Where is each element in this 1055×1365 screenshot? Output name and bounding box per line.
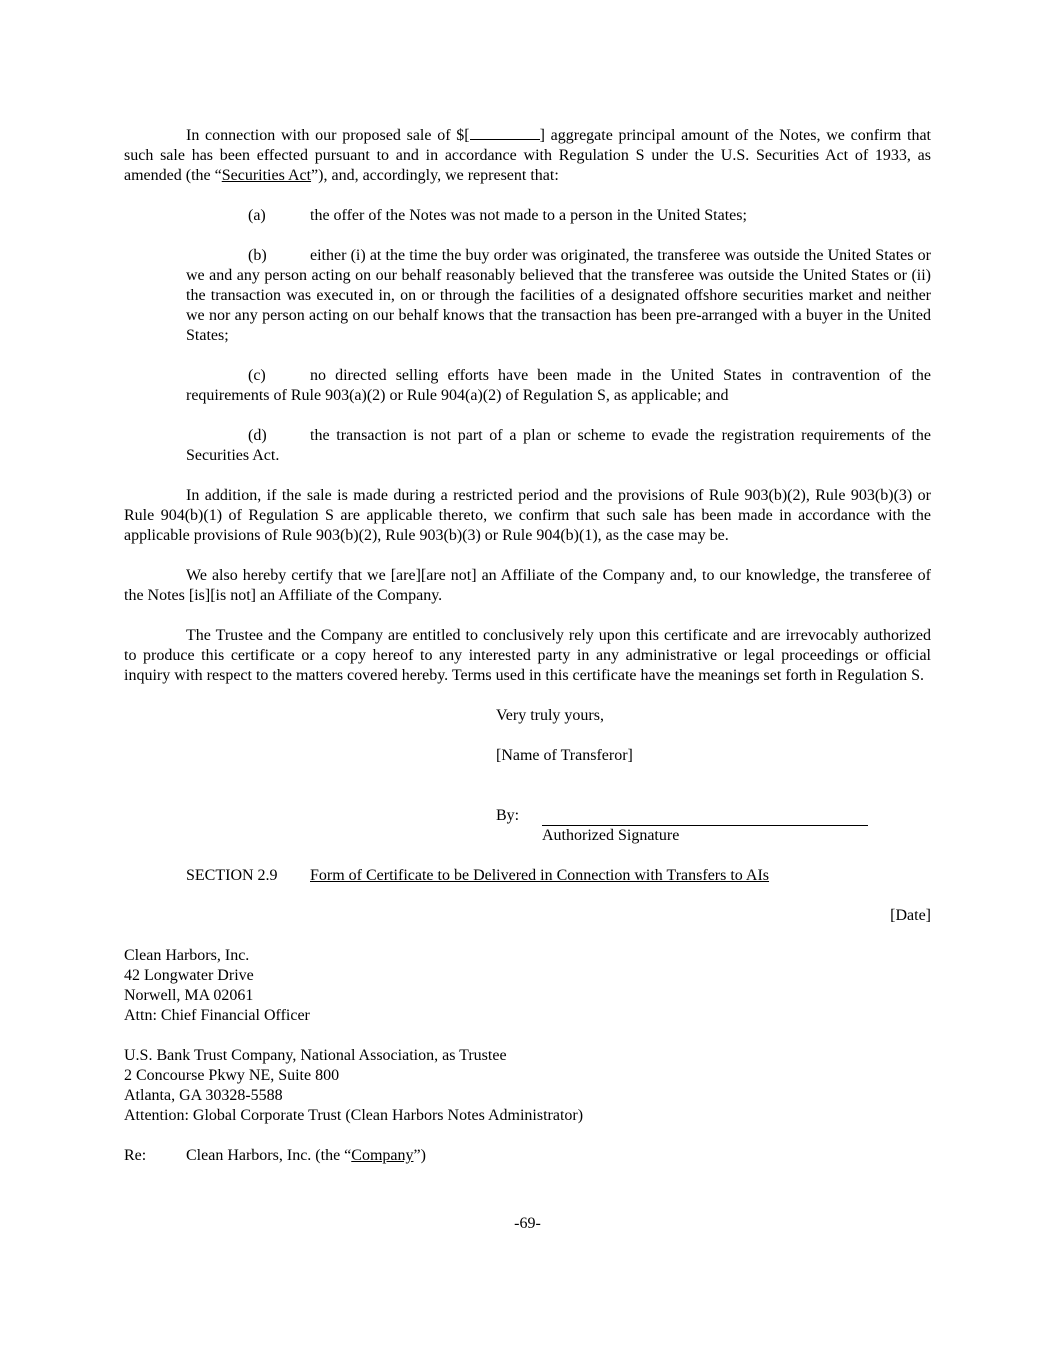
affiliate-certification-paragraph: We also hereby certify that we [are][are not] an Affiliate of the Company and, to our knowledge, the transferee of the Notes [is][is not] an Affiliate of the Company. xyxy=(124,567,931,604)
address-line: 2 Concourse Pkwy NE, Suite 800 xyxy=(124,1067,340,1084)
address-line: Attn: Chief Financial Officer xyxy=(124,1007,310,1024)
company-address-block xyxy=(124,946,931,1026)
trustee-address-block xyxy=(124,1046,931,1126)
re-text-after-term: ”) xyxy=(413,1147,426,1164)
signature-line-row xyxy=(496,806,931,846)
item-label: (c) xyxy=(248,367,266,384)
representation-item-a xyxy=(186,206,931,226)
representation-item-d xyxy=(186,426,931,466)
address-line: Attention: Global Corporate Trust (Clean Harbors Notes Administrator) xyxy=(124,1107,584,1124)
section-title: Form of Certificate to be Delivered in Connection with Transfers to AIs xyxy=(310,867,770,884)
defined-term-company: Company xyxy=(351,1147,414,1164)
address-line: U.S. Bank Trust Company, National Association, as Trustee xyxy=(124,1047,507,1064)
re-text-before-term: Clean Harbors, Inc. (the “ xyxy=(186,1147,352,1164)
address-line: 42 Longwater Drive xyxy=(124,967,254,984)
signature-block xyxy=(496,706,931,846)
address-line: Atlanta, GA 30328-5588 xyxy=(124,1087,283,1104)
amount-blank xyxy=(470,125,540,140)
reliance-paragraph: The Trustee and the Company are entitled to conclusively rely upon this certificate and are irrevocably authorized to produce this certificate or a copy hereof to any interested party in any administrative or legal proceedings or official inquiry with respect to the matters covered hereby. Terms used in this certificate have the meanings set forth in Regulation S. xyxy=(124,627,931,684)
item-text: the transaction is not part of a plan or scheme to evade the registration requirements of the Securities Act. xyxy=(186,427,931,464)
date-placeholder: [Date] xyxy=(890,907,931,924)
item-text: either (i) at the time the buy order was originated, the transferee was outside the United States or we and any person acting on our behalf reasonably believed that the transferee was outside the United States or (ii) the transaction was executed in, on or through the facilities of a designated offshore securities market and neither we nor any person acting on our behalf knows that the transaction has been pre-arranged with a buyer in the United States; xyxy=(186,247,931,344)
representation-item-b xyxy=(186,246,931,346)
address-line: Clean Harbors, Inc. xyxy=(124,947,250,964)
signature-caption: Authorized Signature xyxy=(542,827,680,844)
intro-text-after-blank: ] aggregate principal amount of the Notes, we confirm that such sale has been effected pursuant to and in accordance with Regulation S under the U.S. Securities Act of 1933, as amended (the “ xyxy=(124,127,931,184)
page-content xyxy=(124,125,931,1166)
by-label: By: xyxy=(496,807,520,824)
signature-column xyxy=(542,806,868,846)
representation-item-c xyxy=(186,366,931,406)
restricted-period-paragraph: In addition, if the sale is made during a restricted period and the provisions of Rule 903(b)(2), Rule 903(b)(3) or Rule 904(b)(1) of Regulation S are applicable thereto, we confirm that such sale has been made in accordance with the applicable provisions of Rule 903(b)(2), Rule 903(b)(3) or Rule 904(b)(1), as the case may be. xyxy=(124,487,931,544)
signature-line xyxy=(542,806,868,826)
intro-text-after-term: ”), and, accordingly, we represent that: xyxy=(311,167,559,184)
re-subject xyxy=(186,1146,426,1166)
item-text: the offer of the Notes was not made to a person in the United States; xyxy=(310,207,747,224)
section-number: SECTION 2.9 xyxy=(186,867,278,884)
re-label: Re: xyxy=(124,1147,147,1164)
defined-term-securities-act: Securities Act xyxy=(221,167,312,184)
address-line: Norwell, MA 02061 xyxy=(124,987,254,1004)
item-label: (a) xyxy=(248,207,266,224)
re-line xyxy=(124,1146,931,1166)
page-number: -69- xyxy=(514,1215,541,1232)
intro-paragraph xyxy=(124,125,931,186)
intro-text-before-blank: In connection with our proposed sale of $[ xyxy=(186,127,470,144)
section-heading xyxy=(186,866,931,886)
transferor-name-placeholder: [Name of Transferor] xyxy=(496,747,633,764)
closing-salutation: Very truly yours, xyxy=(496,707,604,724)
item-label: (b) xyxy=(248,247,267,264)
item-label: (d) xyxy=(248,427,267,444)
item-text: no directed selling efforts have been made in the United States in contravention of the requirements of Rule 903(a)(2) or Rule 904(a)(2) of Regulation S, as applicable; and xyxy=(186,367,931,404)
